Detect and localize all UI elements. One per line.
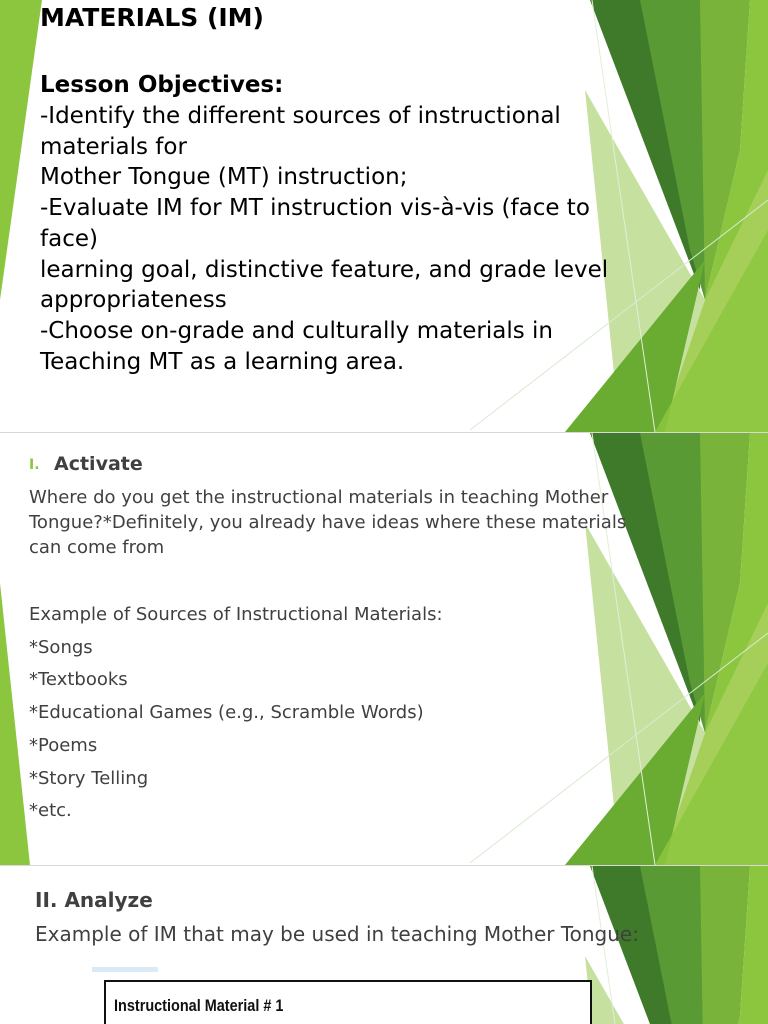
objective-line: Teaching MT as a learning area. xyxy=(40,348,405,375)
objective-line: appropriateness xyxy=(40,287,227,314)
left-green-sliver xyxy=(0,583,30,865)
left-green-sliver xyxy=(0,0,42,300)
objective-line: materials for xyxy=(40,133,187,160)
intro-paragraph xyxy=(29,485,749,560)
objective-line: Mother Tongue (MT) instruction; xyxy=(40,164,408,191)
objective-line: -Identify the different sources of instructional xyxy=(40,103,561,129)
intro-line: Tongue?*Definitely, you already have ideas where these materials xyxy=(29,512,627,533)
intro-line: can come from xyxy=(29,537,165,558)
section-heading: II. Analyze xyxy=(35,888,153,912)
objective-line: learning goal, distinctive feature, and grade level xyxy=(40,256,609,283)
objectives-heading: Lesson Objectives: xyxy=(40,72,284,98)
intro-line: Where do you get the instructional materials in teaching Mother xyxy=(29,487,609,508)
objectives-list xyxy=(40,101,700,377)
list-item: *Educational Games (e.g., Scramble Words) xyxy=(29,702,424,724)
scan-artifact xyxy=(92,967,158,972)
instructional-material-label: Instructional Material # 1 xyxy=(114,996,284,1015)
objective-line: face) xyxy=(40,225,98,252)
list-item: *Story Telling xyxy=(29,767,149,789)
objective-line: -Choose on-grade and culturally materials in xyxy=(40,317,553,344)
slide-activate xyxy=(0,433,768,865)
list-item: *Textbooks xyxy=(29,669,128,691)
objective-line: -Evaluate IM for MT instruction vis-à-vis (face to xyxy=(40,195,590,222)
slide-title: MATERIALS (IM) xyxy=(40,3,264,32)
list-item: *etc. xyxy=(29,800,72,822)
section-body: Example of IM that may be used in teaching Mother Tongue: xyxy=(35,922,639,946)
sources-list xyxy=(29,599,443,828)
section-heading: Activate xyxy=(54,453,143,475)
list-item: *Songs xyxy=(29,636,93,658)
instructional-material-image xyxy=(104,980,592,1024)
list-item: *Poems xyxy=(29,734,98,756)
slide-lesson-objectives xyxy=(0,0,768,432)
slide-analyze xyxy=(0,866,768,1024)
section-numeral: I. xyxy=(29,457,40,473)
sources-heading: Example of Sources of Instructional Materials: xyxy=(29,604,443,625)
